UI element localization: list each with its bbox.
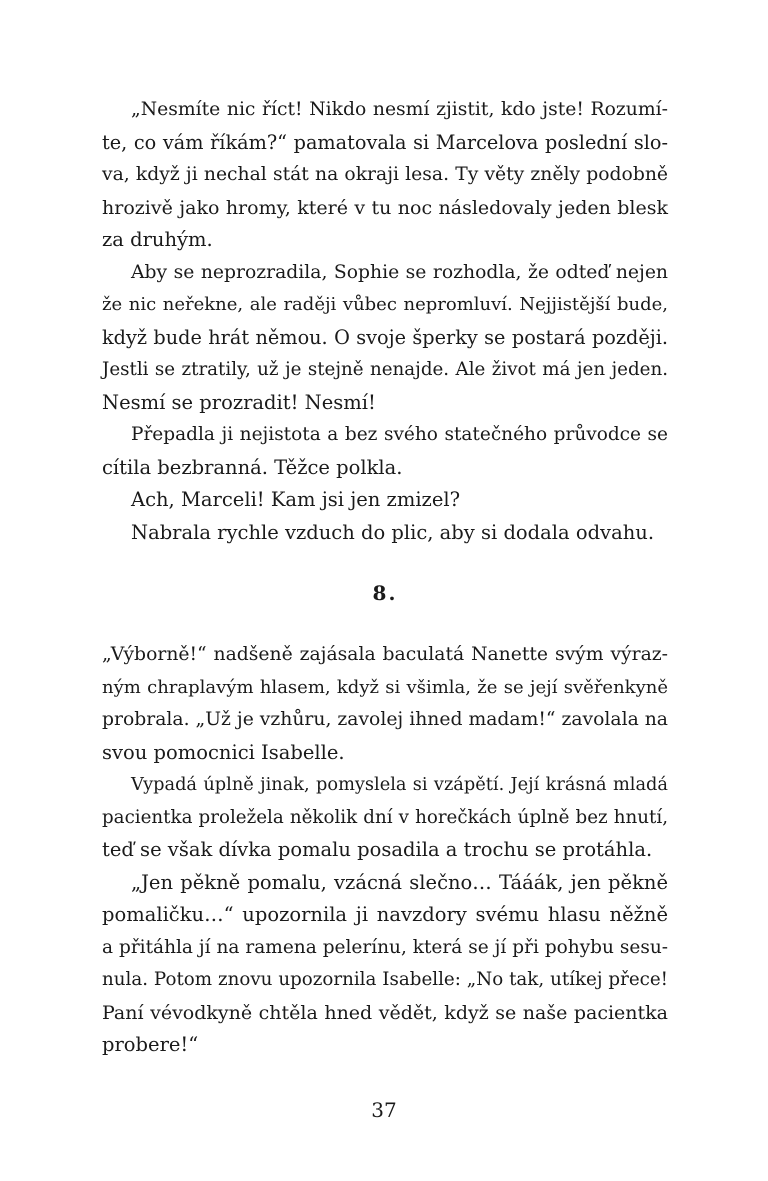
text-line: Aby se neprozradila, Sophie se rozhodla, že odteď nejen	[131, 261, 668, 283]
text-line: ným chraplavým hlasem, když si všimla, že se její svěřenkyně	[102, 676, 668, 698]
text-line: hrozivě jako hromy, které v tu noc následovaly jeden blesk	[102, 196, 668, 219]
text-line: probere!“	[102, 1033, 199, 1056]
text-line: když bude hrát němou. O svoje šperky se postará později.	[102, 325, 668, 349]
chapter-heading: 8.	[372, 581, 398, 605]
text-line: teď se však dívka pomalu posadila a trochu se protáhla.	[102, 838, 653, 861]
text-line: cítila bezbranná. Těžce polkla.	[102, 455, 403, 479]
book-page-body	[102, 94, 668, 1062]
text-line: „Jen pěkně pomalu, vzácná slečno… Tááák, jen pěkně	[131, 870, 668, 894]
page-number: 37	[371, 1098, 397, 1122]
text-line: Nabrala rychle vzduch do plic, aby si dodala odvahu.	[131, 520, 655, 544]
text-line: nula. Potom znovu upozornila Isabelle: „No tak, utíkej přece!	[102, 969, 668, 990]
text-line: za druhým.	[102, 228, 213, 251]
text-line: a přitáhla jí na ramena pelerínu, která se jí při pohybu sesu-	[102, 936, 668, 958]
text-line: že nic neřekne, ale raději vůbec nepromluví. Nejjistější bude,	[102, 294, 668, 315]
text-line: pacientka proležela několik dní v horečkách úplně bez hnutí,	[102, 806, 668, 828]
text-line: Nesmí se prozradit! Nesmí!	[102, 390, 376, 414]
text-line: va, když ji nechal stát na okraji lesa. Ty věty zněly podobně	[102, 164, 668, 185]
text-line: Paní vévodkyně chtěla hned vědět, když se naše pacientka	[102, 1001, 668, 1024]
text-line: Vypadá úplně jinak, pomyslela si vzápětí. Její krásná mladá	[131, 775, 668, 795]
text-line: te, co vám říkám?“ pamatovala si Marcelova poslední slo-	[102, 130, 668, 154]
text-line: Přepadla ji nejistota a bez svého statečného průvodce se	[131, 424, 668, 445]
text-line: probrala. „Už je vzhůru, zavolej ihned madam!“ zavolala na	[102, 709, 668, 730]
text-line: Ach, Marceli! Kam jsi jen zmizel?	[131, 488, 461, 511]
text-line: Jestli se ztratily, už je stejně nenajde. Ale život má jen jeden.	[102, 359, 668, 380]
text-line: „Nesmíte nic říct! Nikdo nesmí zjistit, kdo jste! Rozumí-	[131, 99, 668, 120]
text-line: „Výborně!“ nadšeně zajásala baculatá Nanette svým výraz-	[102, 644, 668, 665]
text-line: pomaličku…“ upozornila ji navzdory svému hlasu něžně	[102, 903, 668, 926]
text-line: svou pomocnici Isabelle.	[102, 740, 345, 764]
